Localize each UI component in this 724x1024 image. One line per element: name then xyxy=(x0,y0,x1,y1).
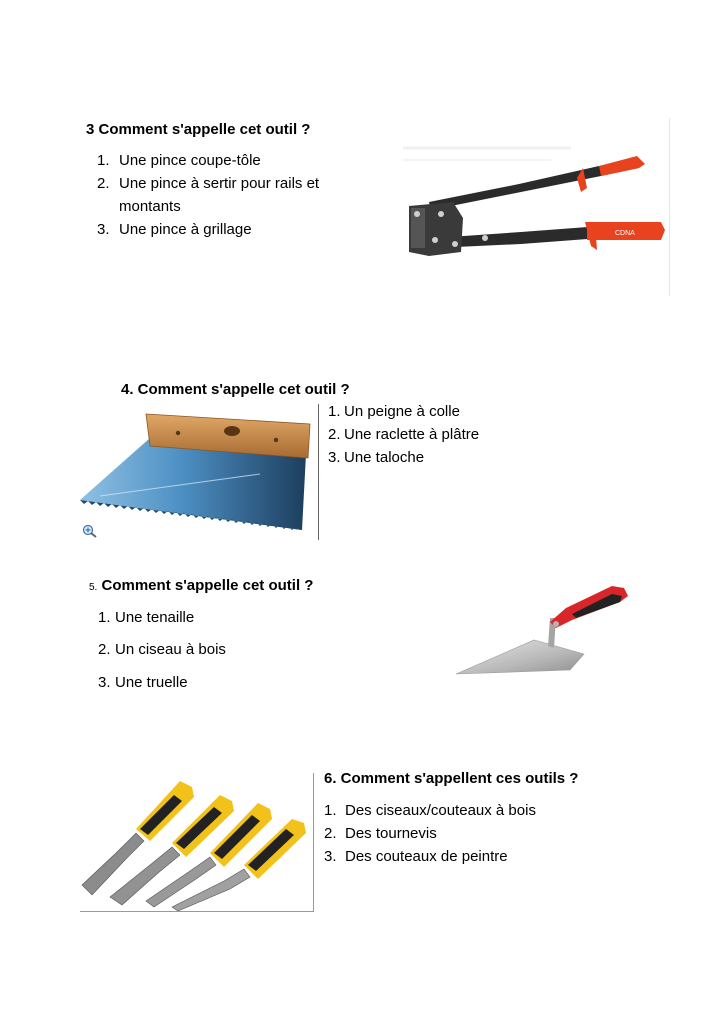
option-number: 1. xyxy=(324,802,337,819)
option-text: Une raclette à plâtre xyxy=(344,426,480,443)
option-number: 2. xyxy=(328,426,341,443)
notched-trowel-image xyxy=(80,404,319,540)
magnifier-plus-icon[interactable] xyxy=(82,524,98,538)
option-text: Une taloche xyxy=(344,449,425,466)
option-text: montants xyxy=(119,198,181,215)
q6-option-1 xyxy=(324,800,536,822)
trowel-image xyxy=(452,578,632,680)
question-6-title: 6. Comment s'appellent ces outils ? xyxy=(324,770,579,787)
option-text: Une truelle xyxy=(115,674,188,691)
option-number: 1. xyxy=(97,152,110,169)
option-text: Des ciseaux/couteaux à bois xyxy=(345,802,536,819)
option-text: Des couteaux de peintre xyxy=(345,848,508,865)
option-number: 3. xyxy=(328,449,341,466)
q6-option-3 xyxy=(324,846,508,868)
question-text: Comment s'appelle cet outil ? xyxy=(101,577,314,594)
option-text: Un ciseau à bois xyxy=(115,641,226,658)
option-number: 3. xyxy=(324,848,337,865)
option-text: Des tournevis xyxy=(345,825,437,842)
question-3-title: 3 Comment s'appelle cet outil ? xyxy=(86,121,311,138)
q4-option-3 xyxy=(328,447,424,469)
option-text: Une pince à grillage xyxy=(119,221,252,238)
option-number: 2. xyxy=(97,175,110,192)
option-text: Une pince à sertir pour rails et xyxy=(119,175,320,192)
question-5-title xyxy=(89,577,313,594)
q3-option-1 xyxy=(97,150,261,172)
pliers-image xyxy=(401,118,670,296)
option-number: 2. xyxy=(98,641,111,658)
option-text: Une pince coupe-tôle xyxy=(119,152,261,169)
option-number: 1. xyxy=(98,609,111,626)
q6-option-2 xyxy=(324,823,437,845)
q3-option-2-cont xyxy=(97,196,181,218)
option-number: 2. xyxy=(324,825,337,842)
option-number: 1. xyxy=(328,403,341,420)
q5-option-2 xyxy=(98,639,226,661)
q5-option-3 xyxy=(98,672,188,694)
pliers-brand-label: CDNA xyxy=(615,230,635,237)
option-text: Un peigne à colle xyxy=(344,403,460,420)
option-number: 3. xyxy=(98,674,111,691)
q3-option-3 xyxy=(97,219,252,241)
q4-option-1 xyxy=(328,401,460,423)
option-number: 3. xyxy=(97,221,110,238)
option-text: Une tenaille xyxy=(115,609,195,626)
q5-option-1 xyxy=(98,607,194,629)
chisels-image xyxy=(80,773,314,912)
q4-option-2 xyxy=(328,424,479,446)
question-4-title: 4. Comment s'appelle cet outil ? xyxy=(121,381,350,398)
question-number: 5. xyxy=(89,582,98,593)
q3-option-2 xyxy=(97,173,319,195)
